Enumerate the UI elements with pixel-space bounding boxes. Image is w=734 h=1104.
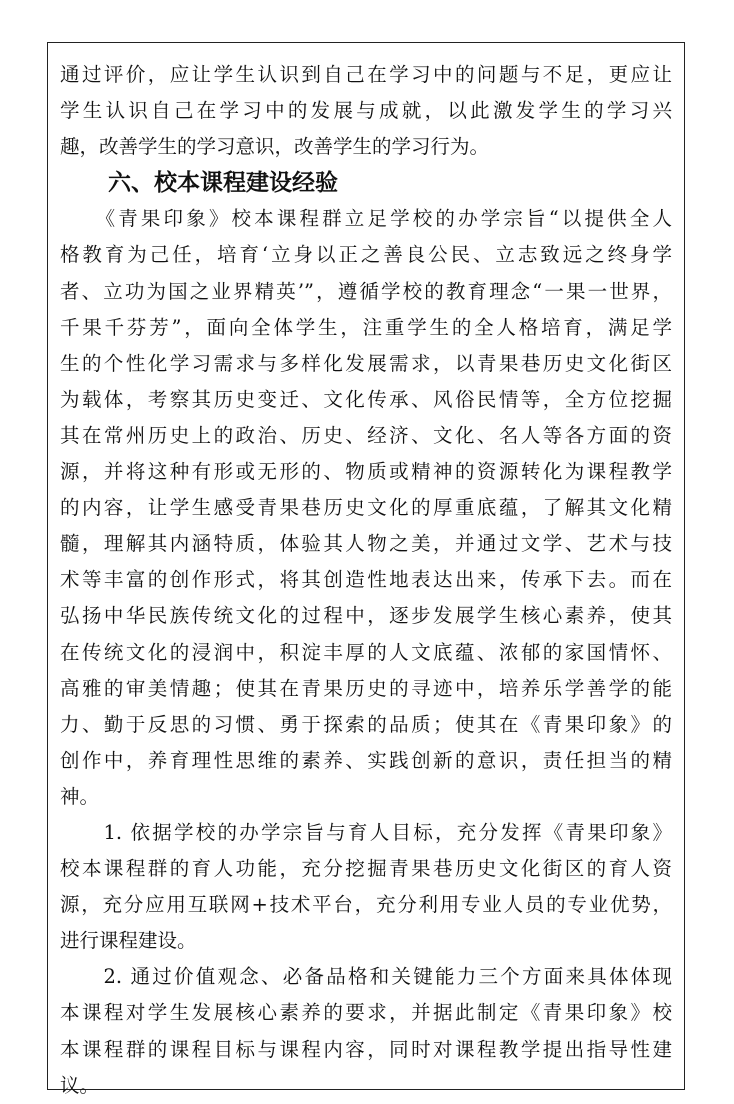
- text-line: 源，充分应用互联网+技术平台，充分利用专业人员的专业优势，: [60, 893, 672, 917]
- text-line: 弘扬中华民族传统文化的过程中，逐步发展学生核心素养，使其: [60, 604, 672, 628]
- text-line: 术等丰富的创作形式，将其创造性地表达出来，传承下去。而在: [60, 568, 672, 592]
- text-line: 《青果印象》校本课程群立足学校的办学宗旨“以提供全人: [60, 207, 672, 231]
- text-line: 格教育为己任，培育‘立身以正之善良公民、立志致远之终身学: [60, 243, 672, 267]
- text-line: 进行课程建设。: [60, 929, 197, 953]
- text-line: 源，并将这种有形或无形的、物质或精神的资源转化为课程教学: [60, 460, 672, 484]
- text-line: 1. 依据学校的办学宗旨与育人目标，充分发挥《青果印象》: [60, 820, 672, 844]
- text-line: 议。: [60, 1073, 100, 1097]
- text-line: 通过评价，应让学生认识到自己在学习中的问题与不足，更应让: [60, 63, 672, 86]
- list-item-1: [60, 815, 672, 959]
- text-line: 生的个性化学习需求与多样化发展需求，以青果巷历史文化街区: [60, 351, 672, 375]
- text-line: 本课程群的课程目标与课程内容，同时对课程教学提出指导性建: [60, 1037, 672, 1061]
- text-line: 力、勤于反思的习惯、勇于探索的品质；使其在《青果印象》的: [60, 712, 672, 736]
- text-frame: [47, 42, 685, 1097]
- list-item-2: [60, 959, 672, 1103]
- document-body: [60, 57, 672, 1104]
- text-line: 在传统文化的浸润中，积淀丰厚的人文底蕴、浓郁的家国情怀、: [60, 640, 672, 664]
- text-line: 千果千芬芳”，面向全体学生，注重学生的全人格培育，满足学: [60, 315, 672, 339]
- text-line: 者、立功为国之业界精英’”，遵循学校的教育理念“一果一世界，: [60, 279, 672, 303]
- body-paragraph: [60, 201, 672, 815]
- intro-paragraph: [60, 57, 672, 165]
- text-line: 的内容，让学生感受青果巷历史文化的厚重底蕴，了解其文化精: [60, 496, 672, 520]
- text-line: 趣，改善学生的学习意识，改善学生的学习行为。: [60, 135, 490, 159]
- text-line: 高雅的审美情趣；使其在青果历史的寻迹中，培养乐学善学的能: [60, 676, 672, 700]
- text-line: 为载体，考察其历史变迁、文化传承、风俗民情等，全方位挖掘: [60, 387, 672, 411]
- text-line: 校本课程群的育人功能，充分挖掘青果巷历史文化街区的育人资: [60, 857, 672, 881]
- section-heading: 六、校本课程建设经验: [108, 170, 338, 197]
- text-line: 创作中，养育理性思维的素养、实践创新的意识，责任担当的精: [60, 748, 672, 772]
- text-line: 髓，理解其内涵特质，体验其人物之美，并通过文学、艺术与技: [60, 532, 672, 556]
- text-line: 神。: [60, 784, 100, 808]
- text-line: 其在常州历史上的政治、历史、经济、文化、名人等各方面的资: [60, 423, 672, 447]
- text-line: 本课程对学生发展核心素养的要求，并据此制定《青果印象》校: [60, 1001, 672, 1025]
- text-line: 2. 通过价值观念、必备品格和关键能力三个方面来具体体现: [60, 965, 672, 989]
- text-line: 学生认识自己在学习中的发展与成就，以此激发学生的学习兴: [60, 99, 672, 123]
